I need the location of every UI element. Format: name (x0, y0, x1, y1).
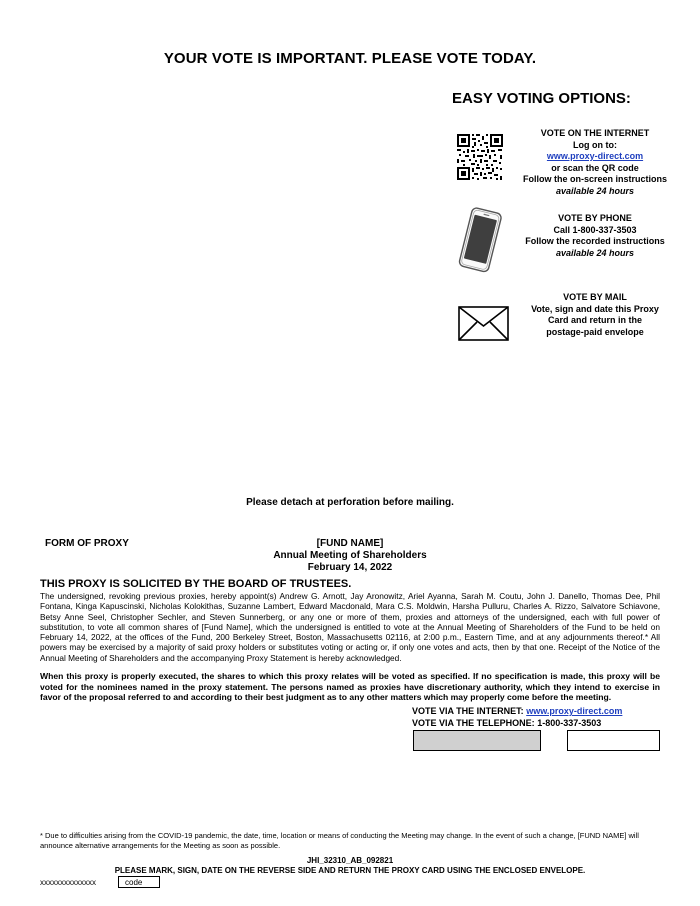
vote-mail-line1: Vote, sign and date this Proxy (531, 303, 659, 314)
envelope-icon (458, 306, 509, 341)
fund-header (0, 538, 700, 574)
vote-internet-instructions: Follow the on-screen instructions (522, 174, 667, 184)
vote-phone-title: VOTE BY PHONE (558, 213, 632, 223)
vote-internet-url-link[interactable]: www.proxy-direct.com (546, 151, 644, 161)
vote-via-internet-link[interactable]: www.proxy-direct.com (526, 706, 623, 716)
meeting-name: Annual Meeting of Shareholders (273, 550, 427, 561)
form-of-proxy-label: FORM OF PROXY (45, 538, 129, 549)
easy-voting-title: EASY VOTING OPTIONS: (452, 90, 631, 107)
vote-internet-logon: Log on to: (573, 139, 617, 150)
vote-internet-block (520, 128, 670, 197)
detach-instruction: Please detach at perforation before mailing. (246, 497, 454, 508)
vote-via-phone-number: 1-800-337-3503 (537, 718, 602, 728)
vote-internet-qr-text: or scan the QR code (551, 162, 639, 173)
code-box: code (118, 876, 160, 888)
vote-mail-title: VOTE BY MAIL (563, 292, 627, 302)
qr-code-icon (456, 133, 504, 181)
vote-internet-title: VOTE ON THE INTERNET (540, 128, 650, 138)
barcode-placeholder-text: xxxxxxxxxxxxxx (40, 878, 96, 887)
vote-phone-instructions: Follow the recorded instructions (525, 236, 665, 246)
covid-footnote: * Due to difficulties arising from the COVID-19 pandemic, the date, time, location or means of conducting the Meeting may change. In the event of such a change, [FUND NAME] will announce alternative arrangements for the Meeting as soon as possible. (40, 831, 639, 850)
security-code-box (567, 730, 660, 751)
vote-via-phone-label: VOTE VIA THE TELEPHONE: (412, 718, 535, 728)
vote-phone-block (520, 213, 670, 259)
vote-mail-line2: Card and return in the (547, 315, 642, 325)
vote-via-internet-label: VOTE VIA THE INTERNET: (412, 706, 524, 716)
mailing-instruction: PLEASE MARK, SIGN, DATE ON THE REVERSE SIDE AND RETURN THE PROXY CARD USING THE ENCLOSED ENVELOPE. (114, 866, 586, 875)
vote-phone-availability: available 24 hours (555, 247, 635, 258)
vote-phone-number: Call 1-800-337-3503 (553, 224, 637, 235)
vote-via-phone-line (412, 718, 601, 728)
solicited-heading: THIS PROXY IS SOLICITED BY THE BOARD OF TRUSTEES. (40, 578, 352, 590)
vote-internet-availability: available 24 hours (555, 185, 635, 196)
phone-icon (456, 207, 506, 275)
vote-mail-block (520, 292, 670, 338)
headline: YOUR VOTE IS IMPORTANT. PLEASE VOTE TODAY. (163, 50, 537, 67)
proxy-execution-paragraph: When this proxy is properly executed, the shares to which this proxy relates will be voted as specified. If no specification is made, this proxy will be voted for the nominees named in the proxy statement. The persons named as proxies have discretionary authority, which they intend to exercise in favor of the proposal referred to and according to their best judgment as to any other matters which may properly come before the meeting. (40, 671, 660, 702)
job-code: JHI_32310_AB_092821 (306, 856, 394, 865)
fund-name: [FUND NAME] (316, 538, 384, 549)
vote-mail-line3: postage-paid envelope (546, 326, 644, 337)
control-number-box (413, 730, 541, 751)
meeting-date: February 14, 2022 (307, 562, 393, 573)
vote-via-internet-line (412, 706, 622, 716)
proxy-appointment-paragraph: The undersigned, revoking previous proxies, hereby appoint(s) Andrew G. Arnott, Jay Aronowitz, Ariel Ayanna, Sarah M. Coutu, John J. Danello, Thomas Dee, Phil Fontana, Kinga Kapuscinski, Nicholas Kolokithas, Suzanne Lambert, Edward Macdonald, Mara C.S. Moldwin, Harsha Pulluru, Charles A. Rizzo, Salvatore Schiavone, Betsy Anne Seel, Christopher Sechler, and Steven Sunnerberg, or any one or more of them, proxies and attorneys of the undersigned, each with full power of substitution, to vote all common shares of [Fund Name], which the undersigned is entitled to vote at the Annual Meeting of Shareholders of the Fund to be held on February 14, 2022, at the offices of the Fund, 200 Berkeley Street, Boston, Massachusetts 02116, at 2:00 p.m., Eastern Time, and at any adjournments thereof.* All powers may be exercised by a majority of said proxy holders or substitutes voting or acting or, if only one votes and acts, then by that one. Receipt of the Notice of the Annual Meeting of Shareholders and the accompanying Proxy Statement is hereby acknowledged. (40, 591, 660, 663)
